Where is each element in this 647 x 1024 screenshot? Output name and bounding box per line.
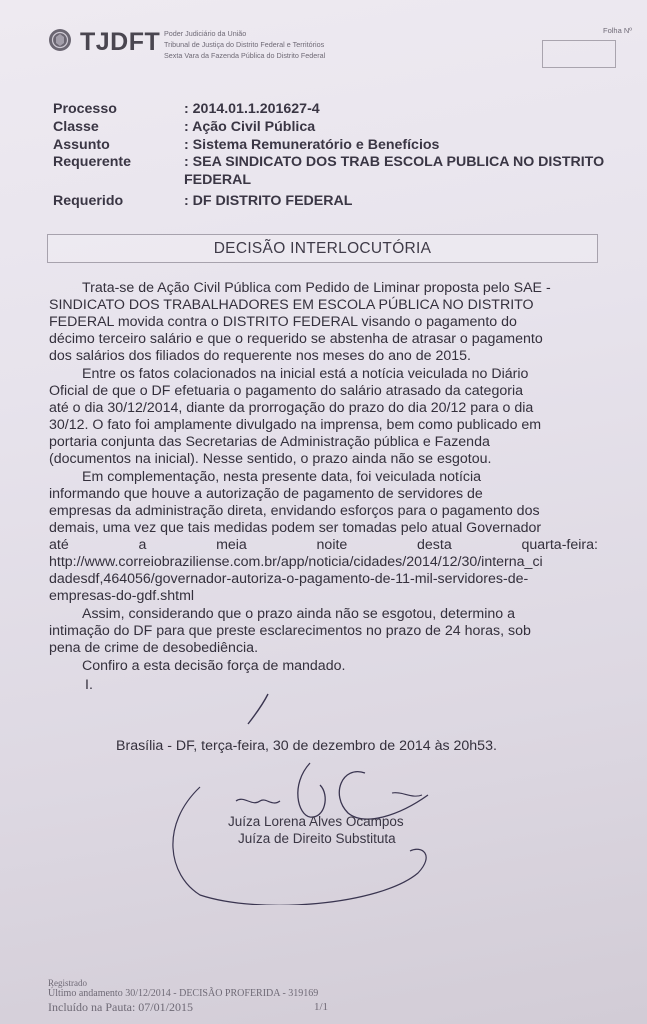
judge-name: Juíza Lorena Alves Ocampos [228, 814, 404, 829]
body-line: I. [85, 677, 93, 693]
processo-value: : 2014.01.1.201627-4 [184, 101, 320, 117]
decision-title: DECISÃO INTERLOCUTÓRIA [213, 240, 432, 257]
body-line: Confiro a esta decisão força de mandado. [82, 658, 346, 674]
body-line: pena de crime de desobediência. [49, 640, 259, 656]
body-line: 30/12. O fato foi amplamente divulgado na imprensa, bem como publicado em [49, 417, 542, 433]
body-line: Assim, considerando que o prazo ainda não se esgotou, determino a [82, 606, 515, 622]
classe-label: Classe [53, 118, 99, 135]
pen-mark [240, 690, 280, 730]
coat-of-arms-icon [48, 28, 72, 52]
requerido-value: : DF DISTRITO FEDERAL [184, 193, 353, 210]
court-header [164, 28, 325, 61]
url-line: dadesdf,464056/governador-autoriza-o-pagamento-de-11-mil-servidores-de- [49, 571, 529, 587]
assunto-label: Assunto [53, 136, 110, 153]
handwritten-signature [160, 755, 460, 905]
body-line: Entre os fatos colacionados na inicial está a notícia veiculada no Diário [82, 366, 529, 382]
body-line: intimação do DF para que preste esclarecimentos no prazo de 24 horas, sob [49, 623, 531, 639]
date-line: Brasília - DF, terça-feira, 30 de dezembro de 2014 às 20h53. [116, 738, 497, 754]
body-line: FEDERAL movida contra o DISTRITO FEDERAL visando o pagamento do [49, 314, 517, 330]
header-line-1: Poder Judiciário da União [164, 29, 247, 38]
body-line: empresas da administração direta, envidando esforços para o pagamento dos [49, 503, 540, 519]
header-line-3: Sexta Vara da Fazenda Pública do Distrito Federal [164, 51, 326, 60]
decision-title-box [47, 234, 598, 263]
requerido-label: Requerido [53, 193, 124, 210]
court-logo-text: TJDFT [80, 28, 161, 56]
body-line: décimo terceiro salário e que o requerido se abstenha de atrasar o pagamento [49, 331, 543, 347]
body-line: até o dia 30/12/2014, diante da prorrogação do prazo do dia 20/12 para o dia [49, 400, 534, 416]
body-line: Em complementação, nesta presente data, foi veiculada notícia [82, 469, 482, 485]
judge-role: Juíza de Direito Substituta [238, 831, 396, 846]
body-line: Trata-se de Ação Civil Pública com Pedido de Liminar proposta pelo SAE - [82, 280, 551, 296]
footer-registered: Registrado [48, 978, 87, 988]
folha-label: Folha Nº [603, 26, 633, 35]
body-line: Oficial de que o DF efetuaria o pagamento do salário atrasado da categoria [49, 383, 523, 399]
assunto-value: : Sistema Remuneratório e Benefícios [184, 136, 440, 153]
url-line: empresas-do-gdf.shtml [49, 588, 195, 604]
classe-value: : Ação Civil Pública [184, 118, 316, 135]
folha-number-box [542, 40, 616, 68]
header-line-2: Tribunal de Justiça do Distrito Federal e Territórios [164, 40, 325, 49]
url-line: http://www.correiobraziliense.com.br/app/noticia/cidades/2014/12/30/interna_ci [49, 554, 543, 570]
processo-label: Processo [53, 101, 117, 117]
body-line: SINDICATO DOS TRABALHADORES EM ESCOLA PÚBLICA NO DISTRITO [49, 297, 534, 313]
body-line: informando que houve a autorização de pagamento de servidores de [49, 486, 483, 502]
footer-page-number: 1/1 [314, 1001, 329, 1013]
body-line: demais, uma vez que tais medidas podem ser tomadas pelo atual Governador [49, 520, 542, 536]
requerente-label: Requerente [53, 154, 132, 171]
requerente-value: : SEA SINDICATO DOS TRAB ESCOLA PUBLICA NO DISTRITO [184, 154, 605, 171]
body-line: até a meia noite desta quarta-feira: [49, 537, 598, 553]
body-line: portaria conjunta das Secretarias de Administração pública e Fazenda [49, 434, 490, 450]
footer-last-movement: Último andamento 30/12/2014 - DECISÃO PROFERIDA - 319169 [48, 988, 319, 999]
body-line: (documentos na inicial). Nesse sentido, o prazo ainda não se esgotou. [49, 451, 492, 467]
footer-included: Incluído na Pauta: 07/01/2015 [48, 1000, 193, 1014]
requerente-value-continued: FEDERAL [184, 172, 251, 189]
body-line: dos salários dos filiados do requerente nos meses do ano de 2015. [49, 348, 471, 364]
